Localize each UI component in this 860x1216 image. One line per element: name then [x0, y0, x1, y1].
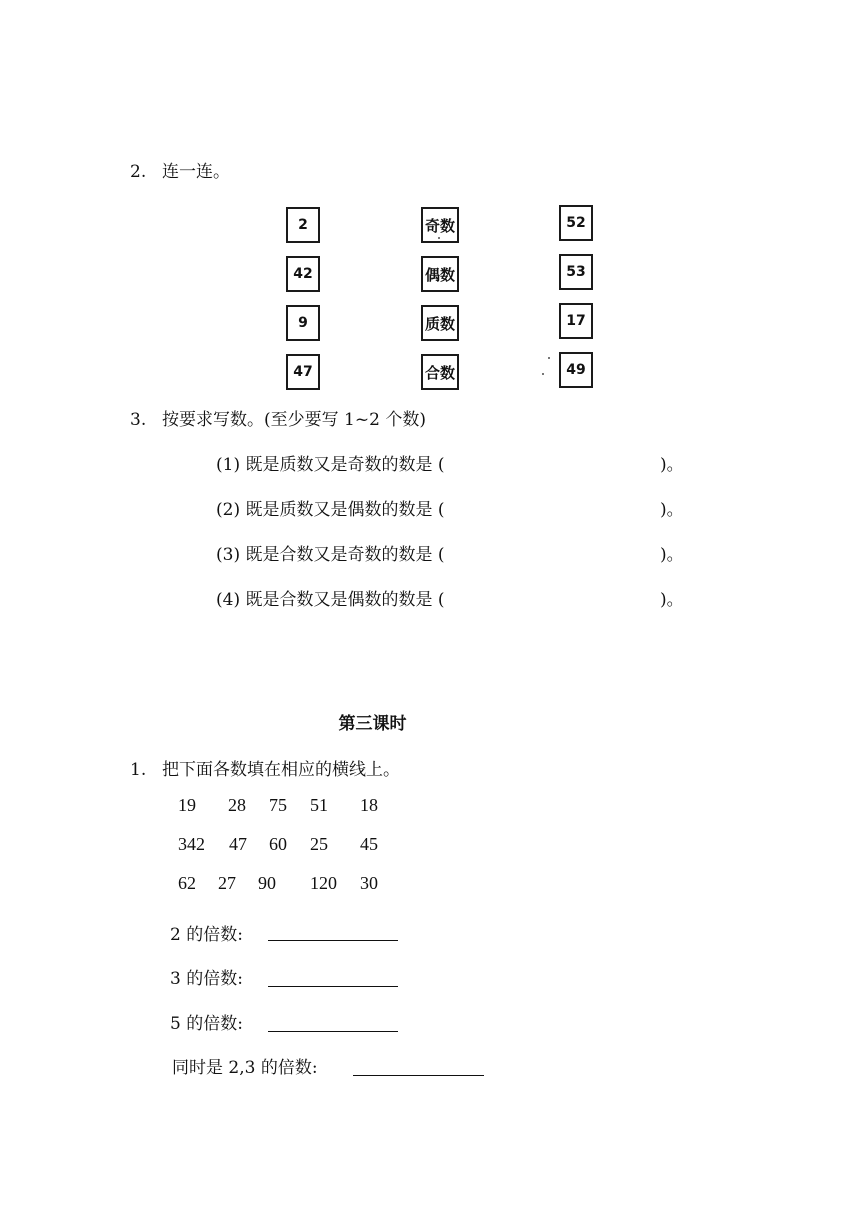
answer-line-multiple-of-3[interactable] — [268, 986, 398, 987]
scan-speck — [548, 357, 550, 359]
q3-item-3-label: (3) 既是合数又是奇数的数是 ( — [216, 545, 445, 565]
box-mid-even: 偶数 — [421, 256, 459, 292]
number-r3-c5: 30 — [360, 873, 378, 893]
number-r2-c4: 25 — [310, 834, 328, 854]
q3-number: 3. — [130, 410, 147, 430]
number-r2-c1: 342 — [178, 834, 205, 854]
number-r1-c2: 28 — [228, 795, 246, 815]
fill-label-multiple-of-2-and-3: 同时是 2,3 的倍数: — [172, 1058, 318, 1078]
number-r3-c2: 27 — [218, 873, 236, 893]
number-r3-c4: 120 — [310, 873, 337, 893]
l3-q1-number: 1. — [130, 760, 147, 780]
number-r3-c3: 90 — [258, 873, 276, 893]
scan-speck — [438, 237, 440, 239]
number-r2-c2: 47 — [229, 834, 247, 854]
q2-number: 2. — [130, 162, 147, 182]
q3-item-2-close: )。 — [660, 500, 684, 520]
box-left-4: 47 — [286, 354, 320, 390]
box-mid-composite: 合数 — [421, 354, 459, 390]
scan-speck — [542, 373, 544, 375]
box-right-3: 17 — [559, 303, 593, 339]
answer-line-multiple-of-5[interactable] — [268, 1031, 398, 1032]
q3-item-4-label: (4) 既是合数又是偶数的数是 ( — [216, 590, 445, 610]
section-title: 第三课时 — [338, 714, 407, 734]
q2-instruction: 连一连。 — [162, 162, 230, 182]
box-right-1: 52 — [559, 205, 593, 241]
box-mid-prime: 质数 — [421, 305, 459, 341]
q3-item-4-close: )。 — [660, 590, 684, 610]
box-mid-odd: 奇数 — [421, 207, 459, 243]
q3-item-1-label: (1) 既是质数又是奇数的数是 ( — [216, 455, 445, 475]
q3-item-2-label: (2) 既是质数又是偶数的数是 ( — [216, 500, 445, 520]
number-r2-c3: 60 — [269, 834, 287, 854]
answer-line-multiple-of-2-and-3[interactable] — [353, 1075, 484, 1076]
q3-item-1-close: )。 — [660, 455, 684, 475]
box-left-3: 9 — [286, 305, 320, 341]
q3-item-3-close: )。 — [660, 545, 684, 565]
l3-q1-instruction: 把下面各数填在相应的横线上。 — [162, 760, 400, 780]
number-r1-c5: 18 — [360, 795, 378, 815]
box-right-4: 49 — [559, 352, 593, 388]
number-r3-c1: 62 — [178, 873, 196, 893]
number-r1-c4: 51 — [310, 795, 328, 815]
fill-label-multiple-of-3: 3 的倍数: — [170, 969, 243, 989]
number-r2-c5: 45 — [360, 834, 378, 854]
number-r1-c3: 75 — [269, 795, 287, 815]
number-r1-c1: 19 — [178, 795, 196, 815]
box-left-2: 42 — [286, 256, 320, 292]
fill-label-multiple-of-5: 5 的倍数: — [170, 1014, 243, 1034]
q3-instruction: 按要求写数。(至少要写 1~2 个数) — [162, 410, 426, 430]
box-right-2: 53 — [559, 254, 593, 290]
fill-label-multiple-of-2: 2 的倍数: — [170, 925, 243, 945]
answer-line-multiple-of-2[interactable] — [268, 940, 398, 941]
box-left-1: 2 — [286, 207, 320, 243]
